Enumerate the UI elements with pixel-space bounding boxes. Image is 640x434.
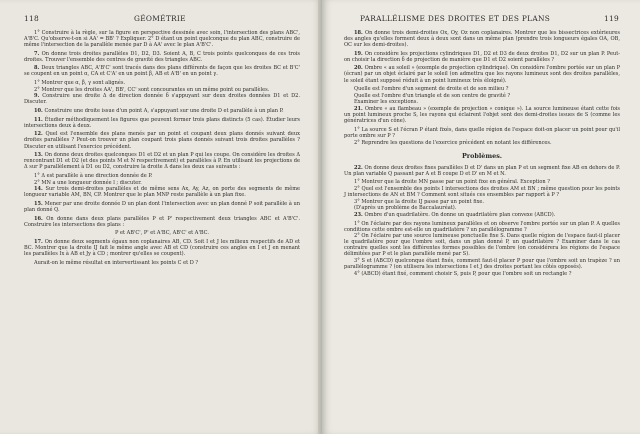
exercise-number: 17. (34, 238, 45, 245)
exercise-paragraph (24, 131, 300, 149)
running-head-right: PARALLÉLISME DES DROITES ET DES PLANS (360, 14, 551, 23)
exercise-paragraph (344, 221, 620, 233)
exercise-number: 16. (34, 215, 47, 222)
exercise-paragraph (24, 65, 300, 77)
page-number-right: 119 (604, 14, 620, 23)
exercise-text: Construire une droite issue d'un point A, s'appuyant sur une droite D et parallèle à un plan P. (44, 108, 284, 115)
exercise-list (344, 30, 620, 146)
exercise-number: 14. (34, 186, 46, 193)
exercise-paragraph (24, 87, 300, 93)
problem-list (344, 165, 620, 277)
exercise-paragraph (24, 201, 300, 213)
exercise-text: Construire une droite Δ de direction donnée δ s'appuyant sur deux droites données D1 et D2. Discuter. (24, 93, 300, 106)
exercise-text: Quelle est l'ombre d'un segment de droite et de son milieu ? (354, 86, 509, 93)
exercise-number: 7. (34, 50, 42, 57)
exercise-paragraph (344, 51, 620, 63)
exercise-number: 8. (34, 65, 42, 72)
exercise-paragraph (24, 180, 300, 186)
exercise-text: Examiner les exceptions. (354, 99, 418, 106)
exercise-text: On donne deux droites fixes parallèles D et D' dans un plan P et un segment fixe AB en dehors de P. Un plan variable Q passant par A et B coupe D et D' en M et N. (344, 164, 620, 177)
exercise-number: 20. (354, 65, 365, 72)
right-page (322, 0, 640, 434)
exercise-text: On donne deux segments égaux non coplanaires AB, CD. Soit I et J les milieux respectifs de AD et BC. Montrer que la droite IJ fait le même angle avec AB et CD (construire ces angles en I et J en menant les parallèles Ix à AB et Jy à CD ; montrer qu'elles se coupent). (24, 238, 300, 257)
exercise-text: Mener par une droite donnée D un plan dont l'intersection avec un plan donné P soit parallèle à un plan donné Q. (24, 200, 300, 213)
exercise-text: Aurait-on le même résultat en intervertissant les points C et D ? (34, 259, 199, 266)
exercise-paragraph (24, 230, 300, 236)
exercise-text: Sur trois demi-droites parallèles et de même sens Ax, Ay, Az, on porte des segments de même longueur variable AM, BN, CP. Montrer que le plan MNP reste parallèle à un plan fixe. (24, 186, 300, 199)
exercise-text: Étudier méthodiquement les figures que peuvent former trois plans distincts (5 cas). Étudier leurs intersections deux à deux. (24, 116, 300, 129)
exercise-paragraph (344, 271, 620, 277)
exercise-text: Quel est l'ensemble des plans menés par un point et coupant deux plans donnés suivant deux droites parallèles ? Peut-on trouver un plan coupant trois plans donnés suivant trois droites parallèles ? Discuter en utilisant l'exercice précédent. (24, 131, 300, 150)
exercise-paragraph (344, 65, 620, 83)
exercise-text: P et AB'C', P' et A'BC, AB'C' et A'BC. (115, 230, 209, 237)
exercise-paragraph (344, 30, 620, 48)
exercise-paragraph (24, 260, 300, 266)
exercise-paragraph (24, 30, 300, 48)
exercise-text: (D'après un problème de Baccalauréat). (354, 205, 457, 212)
exercise-text: Quelle est l'ombre d'un triangle et de son centre de gravité ? (354, 92, 511, 99)
exercise-text: 1° La source S et l'écran P étant fixés, dans quelle région de l'espace doit-on placer un point pour qu'il porte ombre sur P ? (344, 126, 620, 139)
exercise-text: Ombre d'un quadrilatère. On donne un quadrilatère plan convexe (ABCD). (364, 211, 556, 218)
exercise-text: 2° On l'éclaire par une source lumineuse ponctuelle fixe S. Dans quelle région de l'espace faut-il placer le quadrilatère pour que l'ombre soit, dans un plan donné P, un quadrilatère ? Examiner dans le cas contraire quelles sont les différentes formes possibles de l'ombre (on considérera les régions de l'espace délimitées par P et le plan parallèle mené par S). (344, 233, 620, 258)
exercise-number: 21. (354, 106, 365, 113)
exercise-text: 1° Construire à la règle, sur la figure en perspective dessinée avec soin, l'intersection des plans ABC', A'B'C. Qu'observe-t-on si AA' = BB' ? Expliquer. 2° D étant un point quelconque du plan ABC, construire de même l'intersection de la parallèle menée par D à AA' avec le plan A'B'C'. (24, 30, 300, 49)
exercise-text: 1° On l'éclaire par des rayons lumineux parallèles et on observe l'ombre portée sur un plan P. A quelles conditions cette ombre est-elle un quadrilatère ? un parallélogramme ? (344, 220, 620, 233)
exercise-paragraph (24, 117, 300, 129)
exercise-paragraph (24, 186, 300, 198)
exercise-text: On donne deux droites quelconques D1 et D2 et un plan P qui les coupe. On considère les droites Δ rencontrant D1 et D2 (et des points M et N respectivement) et parallèles à P. En utilisant les projections de Δ sur P parallèlement à D1 ou D2, construire la droite Δ dans les deux cas suivants : (24, 152, 300, 171)
exercise-number: 13. (34, 152, 45, 159)
exercise-text: 1° Montrer que α, β, γ sont alignés. (34, 80, 126, 87)
exercise-text: On considère les projections cylindriques D1, D2 et D3 de deux droites D1, D2 sur un plan P. Peut-on choisir la direction δ de projection de manière que D1 et D2 soient parallèles ? (344, 50, 620, 63)
exercise-text: 2° Reprendre les questions de l'exercice précédent en notant les différences. (354, 139, 552, 146)
exercise-number: 11. (34, 116, 45, 123)
exercise-paragraph (344, 86, 620, 92)
exercise-paragraph (344, 99, 620, 105)
exercise-paragraph (344, 179, 620, 185)
running-head-left: GÉOMÉTRIE (134, 14, 186, 23)
exercise-text: On donne dans deux plans parallèles P et P' respectivement deux triangles ABC et A'B'C'. Construire les intersections des plans : (24, 215, 300, 228)
exercise-paragraph (24, 93, 300, 105)
exercise-paragraph (24, 173, 300, 179)
exercise-number: 19. (354, 50, 365, 57)
exercise-text: 1° Δ est parallèle à une direction donnée de P. (34, 172, 153, 179)
exercise-paragraph (344, 93, 620, 99)
exercise-text: On donne trois droites parallèles D1, D2, D3. Soient A, B, C trois points quelconques de ces trois droites. Trouver l'ensemble des centres de gravité des triangles ABC. (24, 50, 301, 63)
left-text-column (24, 30, 300, 266)
exercise-number: 23. (354, 211, 365, 218)
exercise-text: Ombre « au flambeau » (exemple de projection « conique »). La source lumineuse étant cette fois un point lumineux proche S, les rayons qui éclairent l'objet sont des demi-droites issues de S (comme les génératrices d'un cône). (344, 106, 620, 125)
exercise-text: 1° Montrer que la droite MN passe par un point fixe en général. Exception ? (354, 179, 550, 186)
exercise-text: 3° Montrer que la droite IJ passe par un point fixe. (354, 198, 485, 205)
exercise-number: 9. (34, 93, 43, 100)
right-text-column (344, 30, 620, 277)
exercise-paragraph (344, 212, 620, 218)
exercise-text: Deux triangles ABC, A'B'C' sont tracés dans des plans différents de façon que les droites BC et B'C' se coupent en un point α, CA et C'A' en un point β, AB et A'B' en un point γ. (24, 65, 300, 78)
section-title-problems: Problèmes. (461, 151, 503, 160)
exercise-paragraph (24, 108, 300, 114)
exercise-paragraph (344, 140, 620, 146)
exercise-paragraph (344, 165, 620, 177)
exercise-number: 15. (34, 200, 45, 207)
exercise-number: 18. (354, 30, 365, 36)
exercise-text: 2° Quel est l'ensemble des points I intersections des droites AM et BN ; même question pour les points J intersections de AN et BM ? Comment sont situés ces ensembles par rapport à P ? (344, 185, 620, 198)
exercise-paragraph (344, 205, 620, 211)
page-number-left: 118 (24, 14, 40, 23)
exercise-paragraph (24, 152, 300, 170)
exercise-text: 2° Montrer que les droites AA', BB', CC' sont concourantes en un même point ou parallèles. (34, 86, 270, 93)
exercise-paragraph (24, 239, 300, 257)
exercise-text: On donne trois demi-droites Ox, Oy, Oz non coplanaires. Montrer que les bissectrices extérieures des angles qu'elles forment deux à deux sont dans un même plan (prendre trois longueurs égales OA, OB, OC sur les demi-droites). (344, 30, 620, 49)
exercise-paragraph (344, 199, 620, 205)
exercise-text: 2° MN a une longueur donnée l ; discuter. (34, 179, 142, 186)
exercise-paragraph (24, 80, 300, 86)
exercise-text: 3° S et (ABCD) quelconque étant fixés, comment faut-il placer P pour que l'ombre soit un trapèze ? un parallélogramme ? (on utilisera les intersections I et J des droites portant les côtés opposés). (344, 258, 620, 271)
exercise-number: 22. (354, 164, 365, 171)
exercise-number: 12. (34, 131, 46, 138)
exercise-paragraph (344, 186, 620, 198)
exercise-text: 4° (ABCD) étant fixé, comment choisir S, puis P, pour que l'ombre soit un rectangle ? (354, 270, 572, 277)
exercise-paragraph (24, 51, 300, 63)
exercise-paragraph (24, 216, 300, 228)
exercise-paragraph (344, 127, 620, 139)
exercise-text: Ombre « au soleil » (exemple de projection cylindrique). On considère l'ombre portée sur un plan P (écran) par un objet éclairé par le soleil (on admettra que les rayons lumineux sont des droites parallèles, le soleil étant supposé réduit à un point lumineux très éloigné). (344, 65, 620, 84)
exercise-number: 10. (34, 108, 45, 115)
exercise-paragraph (344, 233, 620, 257)
exercise-paragraph (344, 106, 620, 124)
exercise-paragraph (344, 258, 620, 270)
